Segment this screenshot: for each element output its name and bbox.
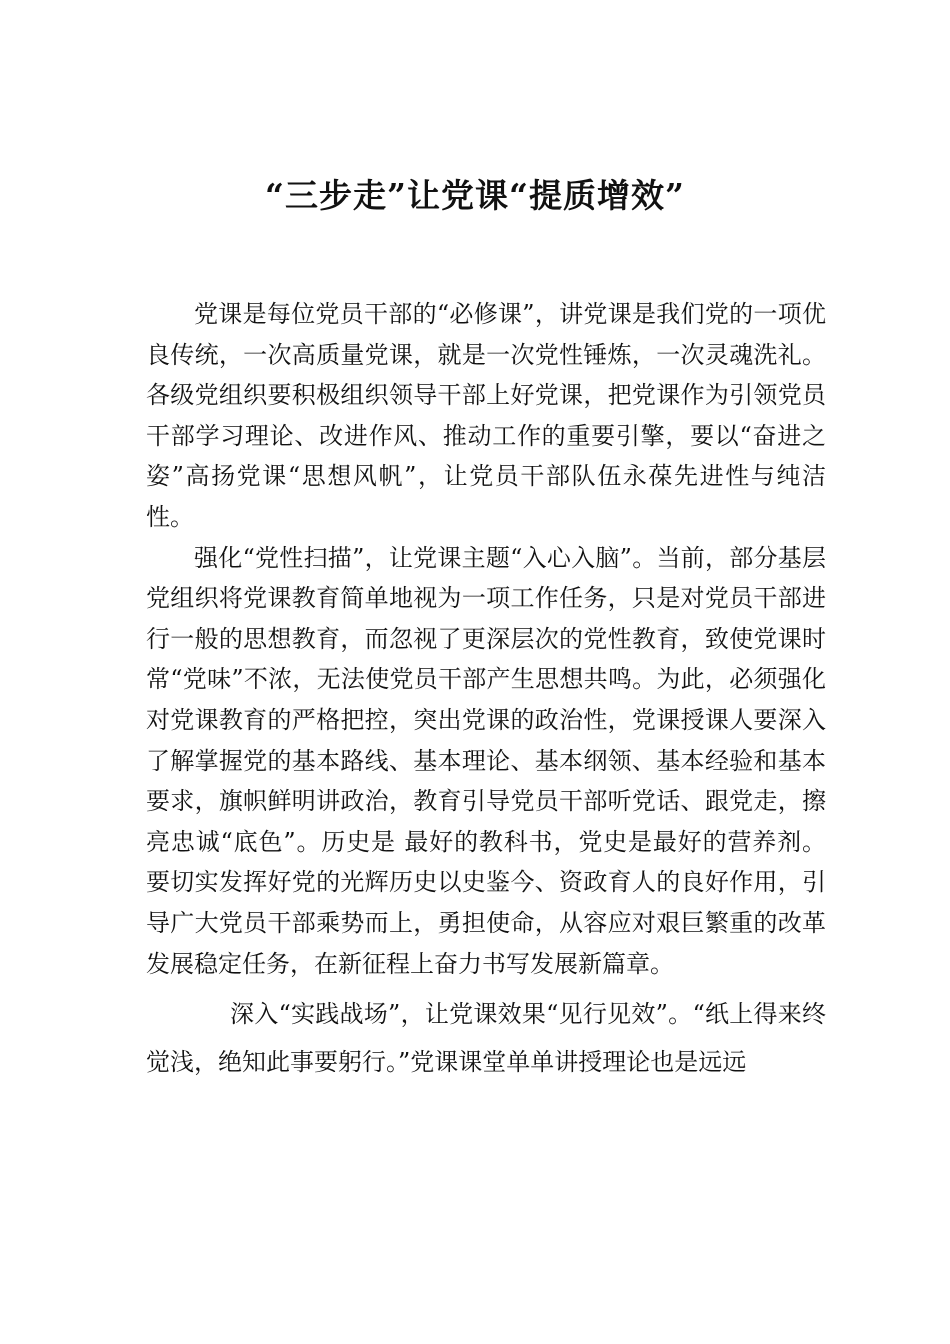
- paragraph-2: 强化“党性扫描”，让党课主题“入心入脑”。当前，部分基层党组织将党课教育简单地视为一项工作任务，只是对党员干部进行一般的思想教育，而忽视了更深层次的党性教育，致使党课时常“党味”不浓，无法使党员干部产生思想共鸣。为此，必须强化对党课教育的严格把控，突出党课的政治性，党课授课人要深入了解掌握党的基本路线、基本理论、基本纲领、基本经验和基本要求，旗帜鲜明讲政治，教育引导党员干部听党话、跟党走，擦亮忠诚“底色”。历史是 最好的教科书，党史是最好的营养剂。要切实发挥好党的光辉历史以史鉴今、资政育人的良好作用，引导广大党员干部乘势而上，勇担使命，从容应对艰巨繁重的改革发展稳定任务，在新征程上奋力书写发展新篇章。: [146, 543, 826, 978]
- paragraph-3: 深入“实践战场”，让党课效果“见行见效”。“纸上得来终觉浅，绝知此事要躬行。”党课课堂单单讲授理论也是远远: [146, 1000, 826, 1077]
- document-title: “三步走”让党课“提质增效”: [265, 176, 685, 215]
- document-body: [146, 294, 826, 1086]
- paragraph-1: 党课是每位党员干部的“必修课”，讲党课是我们党的一项优良传统，一次高质量党课，就是一次党性锤炼，一次灵魂洗礼。各级党组织要积极组织领导干部上好党课，把党课作为引领党员干部学习理论、改进作风、推动工作的重要引擎，要以“奋进之姿”高扬党课“思想风帆”，让党员干部队伍永葆先进性与纯洁性。: [146, 300, 826, 531]
